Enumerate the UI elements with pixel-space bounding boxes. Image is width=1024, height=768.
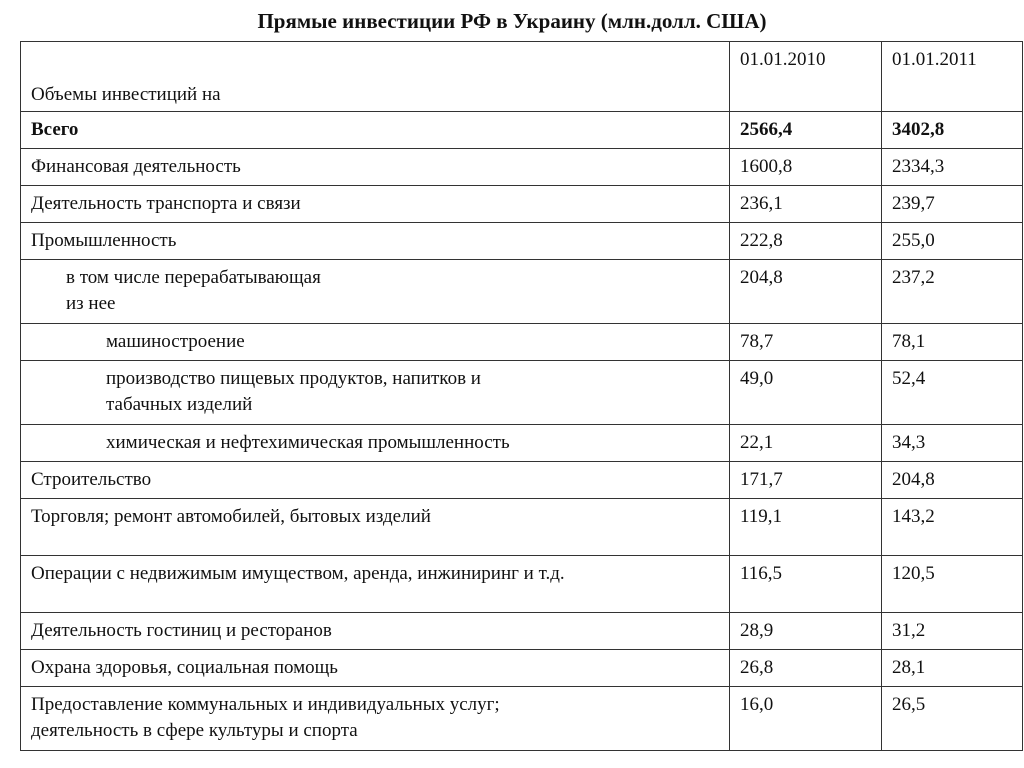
row-label: Финансовая деятельность xyxy=(31,156,241,177)
row-label-cell xyxy=(21,687,730,751)
value-2011-cell xyxy=(882,260,1023,324)
value-2011: 34,3 xyxy=(892,432,926,453)
row-label-line2: из нее xyxy=(66,293,116,314)
value-2011-cell xyxy=(882,112,1023,149)
value-2011-cell xyxy=(882,556,1023,613)
row-label: Всего xyxy=(31,119,79,140)
value-2010-cell xyxy=(730,425,882,462)
row-label: Торговля; ремонт автомобилей, бытовых изделий xyxy=(31,506,431,527)
header-date-2011-cell xyxy=(882,42,1023,112)
value-2011: 28,1 xyxy=(892,657,926,678)
table-row xyxy=(21,324,1023,361)
value-2010-cell xyxy=(730,556,882,613)
row-label-cell xyxy=(21,186,730,223)
value-2010: 2566,4 xyxy=(740,119,793,140)
value-2011: 2334,3 xyxy=(892,156,945,177)
row-label-cell xyxy=(21,556,730,613)
row-label-cell xyxy=(21,223,730,260)
value-2010: 204,8 xyxy=(740,267,783,288)
row-label-line2: деятельность в сфере культуры и спорта xyxy=(31,720,358,741)
value-2011-cell xyxy=(882,361,1023,425)
value-2010-cell xyxy=(730,324,882,361)
value-2011: 143,2 xyxy=(892,506,935,527)
table-row xyxy=(21,687,1023,751)
row-label-cell xyxy=(21,425,730,462)
page-title: Прямые инвестиции РФ в Украину (млн.долл. США) xyxy=(257,9,767,33)
value-2010: 171,7 xyxy=(740,469,783,490)
table-row xyxy=(21,425,1023,462)
header-date-2010-cell xyxy=(730,42,882,112)
value-2010: 49,0 xyxy=(740,368,774,389)
row-label: химическая и нефтехимическая промышленность xyxy=(106,432,510,453)
row-label-cell xyxy=(21,650,730,687)
value-2011-cell xyxy=(882,186,1023,223)
row-label-cell xyxy=(21,260,730,324)
row-label-line2: табачных изделий xyxy=(106,394,253,415)
row-label-cell xyxy=(21,361,730,425)
value-2010-cell xyxy=(730,499,882,556)
row-label-cell xyxy=(21,149,730,186)
value-2011-cell xyxy=(882,650,1023,687)
row-label: Промышленность xyxy=(31,230,177,251)
value-2010: 22,1 xyxy=(740,432,774,453)
value-2010: 78,7 xyxy=(740,331,774,352)
value-2010-cell xyxy=(730,112,882,149)
value-2010-cell xyxy=(730,687,882,751)
investment-table xyxy=(20,41,1023,751)
row-label-line1: производство пищевых продуктов, напитков и xyxy=(106,368,481,389)
header-label-cell xyxy=(21,42,730,112)
table-row xyxy=(21,361,1023,425)
value-2011: 255,0 xyxy=(892,230,935,251)
row-label: Охрана здоровья, социальная помощь xyxy=(31,657,338,678)
row-label-cell xyxy=(21,462,730,499)
value-2010-cell xyxy=(730,462,882,499)
value-2010: 28,9 xyxy=(740,620,774,641)
value-2010-cell xyxy=(730,223,882,260)
value-2010: 222,8 xyxy=(740,230,783,251)
table-row xyxy=(21,650,1023,687)
value-2010: 1600,8 xyxy=(740,156,793,177)
value-2010-cell xyxy=(730,613,882,650)
value-2011-cell xyxy=(882,425,1023,462)
value-2010-cell xyxy=(730,149,882,186)
table-row xyxy=(21,260,1023,324)
value-2011: 204,8 xyxy=(892,469,935,490)
value-2011: 3402,8 xyxy=(892,119,945,140)
table-row xyxy=(21,462,1023,499)
table-row xyxy=(21,186,1023,223)
value-2011-cell xyxy=(882,223,1023,260)
value-2011: 26,5 xyxy=(892,694,926,715)
value-2010: 16,0 xyxy=(740,694,774,715)
table-row xyxy=(21,613,1023,650)
value-2010: 236,1 xyxy=(740,193,783,214)
value-2010-cell xyxy=(730,650,882,687)
value-2011: 120,5 xyxy=(892,563,935,584)
row-label-line1: в том числе перерабатывающая xyxy=(66,267,321,288)
value-2011: 52,4 xyxy=(892,368,926,389)
value-2011: 78,1 xyxy=(892,331,926,352)
value-2011-cell xyxy=(882,613,1023,650)
value-2010: 116,5 xyxy=(740,563,783,584)
value-2011-cell xyxy=(882,462,1023,499)
header-date-2010: 01.01.2010 xyxy=(740,49,826,70)
row-label-line1: Предоставление коммунальных и индивидуальных услуг; xyxy=(31,694,500,715)
row-label: машиностроение xyxy=(106,331,245,352)
row-label: Операции с недвижимым имуществом, аренда, инжиниринг и т.д. xyxy=(31,563,565,584)
table-row xyxy=(21,223,1023,260)
value-2010-cell xyxy=(730,361,882,425)
row-label-cell xyxy=(21,324,730,361)
value-2010-cell xyxy=(730,260,882,324)
value-2010: 119,1 xyxy=(740,506,783,527)
table-header-row xyxy=(21,42,1023,112)
header-date-2011: 01.01.2011 xyxy=(892,49,977,70)
value-2011-cell xyxy=(882,687,1023,751)
value-2011: 239,7 xyxy=(892,193,935,214)
value-2010: 26,8 xyxy=(740,657,774,678)
value-2011: 31,2 xyxy=(892,620,926,641)
value-2011-cell xyxy=(882,499,1023,556)
row-label-cell xyxy=(21,613,730,650)
value-2011-cell xyxy=(882,324,1023,361)
row-label: Деятельность транспорта и связи xyxy=(31,193,301,214)
table-row xyxy=(21,149,1023,186)
value-2010-cell xyxy=(730,186,882,223)
row-label-cell xyxy=(21,112,730,149)
table-row xyxy=(21,499,1023,556)
table-row xyxy=(21,556,1023,613)
value-2011: 237,2 xyxy=(892,267,935,288)
table-row-total xyxy=(21,112,1023,149)
value-2011-cell xyxy=(882,149,1023,186)
row-label: Строительство xyxy=(31,469,152,490)
header-label: Объемы инвестиций на xyxy=(31,84,221,105)
row-label: Деятельность гостиниц и ресторанов xyxy=(31,620,332,641)
row-label-cell xyxy=(21,499,730,556)
